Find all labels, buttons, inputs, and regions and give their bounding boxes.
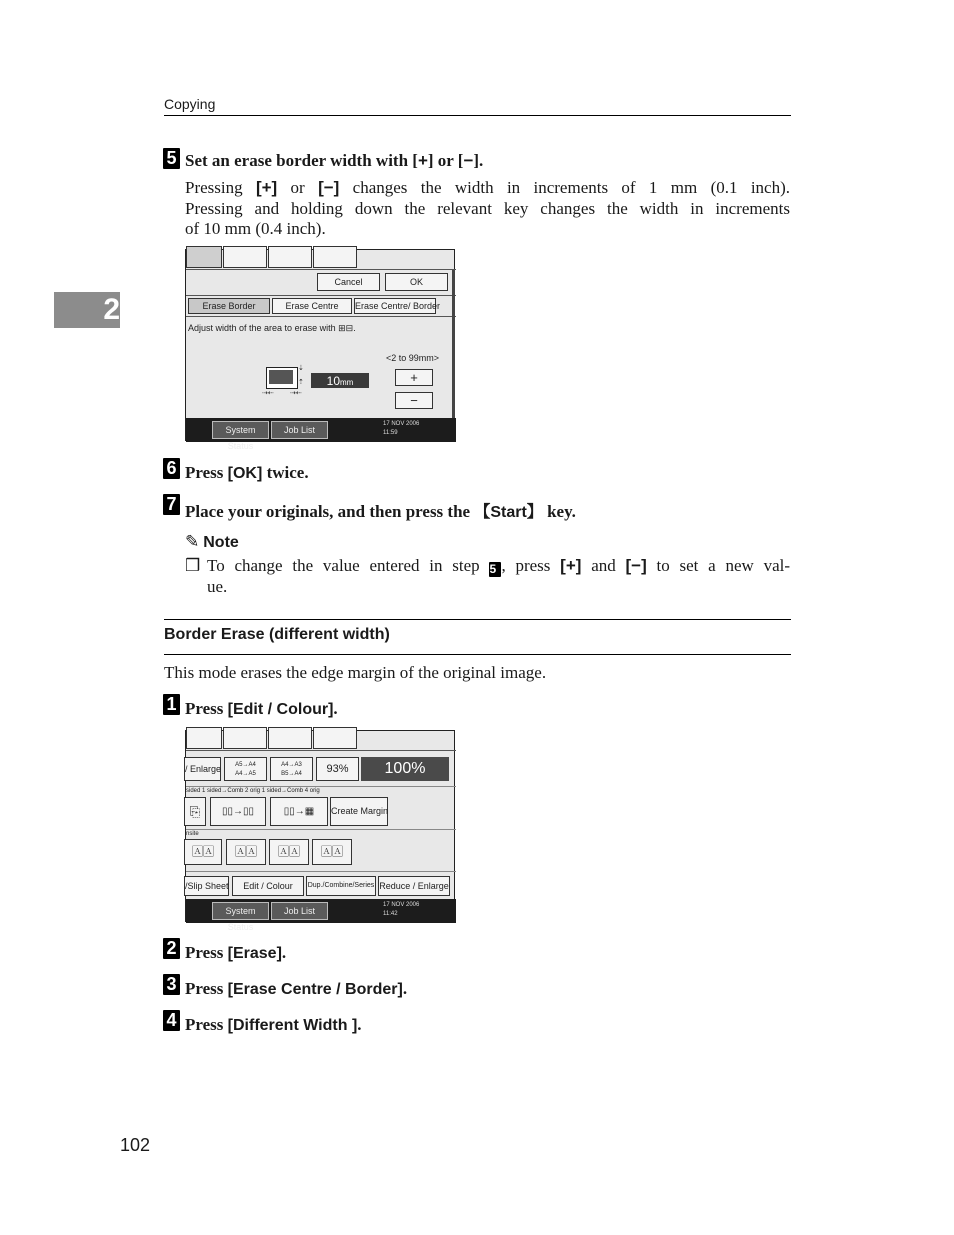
tab-erase-centre-border[interactable]: Erase Centre/ Border xyxy=(354,298,436,314)
divider xyxy=(186,871,456,872)
step-number-6: 6 xyxy=(163,458,180,479)
ratio-a5-a4-button[interactable]: A5→A4 A4→A5 xyxy=(224,757,267,781)
divider xyxy=(186,750,456,751)
duplex-mode-button[interactable] xyxy=(184,797,206,826)
erase-centre-border-key-label: [Erase Centre / Border] xyxy=(227,981,403,998)
arrow-left-icon: ⇢⇠ xyxy=(290,390,302,397)
ratio-100-display[interactable]: 100% xyxy=(361,757,449,781)
step-number-4: 4 xyxy=(163,1010,180,1031)
section-rule-bottom xyxy=(164,654,791,655)
divider xyxy=(186,786,456,787)
date-label: 17 NOV 2006 xyxy=(383,902,420,908)
step5-heading xyxy=(185,151,483,171)
chapter-tab xyxy=(54,292,120,328)
ratio-93-button[interactable]: 93% xyxy=(316,757,359,781)
step5-para-line1: Pressing [+] or [−] changes the width in increments of 1 mm (0.1 inch). xyxy=(185,178,791,197)
dup-combine-series-button[interactable]: Dup./Combine/Series xyxy=(306,876,376,896)
minus-key-icon: − xyxy=(463,151,474,170)
chapter-number: 2 xyxy=(103,293,120,326)
step5-para-line3: of 10 mm (0.4 inch). xyxy=(185,219,326,238)
step5-heading-post: ]. xyxy=(473,151,484,170)
ratio-a4-a3-button[interactable]: A4→A3 B5→A4 xyxy=(270,757,313,781)
section-rule-top xyxy=(164,619,791,620)
combine-4-orig-button[interactable] xyxy=(270,797,328,826)
instruction-text: Adjust width of the area to erase with ⊞⊟. xyxy=(188,323,356,333)
note-line2: ue. xyxy=(207,577,228,596)
header-rule xyxy=(164,115,791,116)
copier-main-screen xyxy=(185,730,455,932)
step3-heading: Press [Erase Centre / Border]. xyxy=(185,979,408,998)
divider xyxy=(186,295,456,296)
step5-paragraph xyxy=(185,178,790,240)
status-bar xyxy=(186,418,456,451)
job-list-button[interactable]: Job List xyxy=(271,421,328,439)
step1-heading: Press [Edit / Colour]. xyxy=(185,699,338,718)
minus-key-icon: [−] xyxy=(625,556,647,575)
top-tab-stub xyxy=(268,727,312,749)
note-header xyxy=(185,532,239,552)
erase-width-screen xyxy=(185,249,455,451)
top-tab-stub xyxy=(223,246,267,268)
status-bar xyxy=(186,899,456,932)
step5-heading-mid: ] or [ xyxy=(427,151,464,170)
width-value-display: 10mm xyxy=(311,373,369,388)
cancel-button[interactable]: Cancel xyxy=(317,273,380,291)
step7-heading: Place your originals, and then press the 【Start】 key. xyxy=(185,502,576,521)
edit-colour-button[interactable]: Edit / Colour xyxy=(232,876,304,896)
start-key-label: 【Start】 xyxy=(474,504,543,521)
combine-2-icon: ▯▯→▯▯ xyxy=(221,806,254,817)
border-diagram xyxy=(266,367,298,389)
different-width-key-label: [Different Width ] xyxy=(227,1017,358,1034)
plus-key-icon: [+] xyxy=(255,178,278,197)
note-line1: To change the value entered in step 5 , press [+] and [−] to set a new val- xyxy=(207,556,791,576)
orientation-button-3[interactable] xyxy=(269,839,309,865)
divider xyxy=(186,269,456,270)
section-intro: This mode erases the edge margin of the original image. xyxy=(164,663,547,682)
divider xyxy=(186,829,456,830)
arrow-up-icon: ⇡ xyxy=(298,379,304,386)
step-number-3: 3 xyxy=(163,974,180,995)
ok-button[interactable]: OK xyxy=(385,273,448,291)
note-bullet: ❒ xyxy=(185,556,201,575)
orientation-icon: 🄰🄰 xyxy=(278,846,300,858)
diagram-page-area xyxy=(269,370,293,384)
slip-sheet-button[interactable]: /Slip Sheet xyxy=(184,876,229,896)
plus-minus-icon: ⊞⊟. xyxy=(338,323,356,333)
job-list-button[interactable]: Job List xyxy=(271,902,328,920)
arrow-right-icon: ⇢⇠ xyxy=(262,390,274,397)
step-ref-icon: 5 xyxy=(489,562,501,577)
step2-heading: Press [Erase]. xyxy=(185,943,287,962)
arrow-down-icon: ⇣ xyxy=(298,365,304,372)
orientation-row-label: nsite xyxy=(186,831,199,837)
tab-erase-border[interactable]: Erase Border xyxy=(188,298,270,314)
plus-key-icon: [+] xyxy=(560,556,582,575)
page-flip-icon: ⎘ xyxy=(189,804,201,819)
step-number-5: 5 xyxy=(163,148,180,169)
page-number: 102 xyxy=(120,1135,151,1155)
orientation-icon: 🄰🄰 xyxy=(192,846,214,858)
combine-2-orig-button[interactable] xyxy=(210,797,266,826)
top-tab-stub xyxy=(313,727,357,749)
plus-key-icon: + xyxy=(417,151,428,170)
plus-button[interactable]: + xyxy=(395,369,433,386)
duplex-row-label: sided 1 sided→Comb 2 orig 1 sided→Comb 4 orig xyxy=(186,788,320,794)
note-title: Note xyxy=(203,534,239,551)
reduce-enlarge-button[interactable]: / Enlarge xyxy=(184,757,221,781)
step4-heading: Press [Different Width ]. xyxy=(185,1015,362,1034)
pencil-icon: ✎ xyxy=(185,532,200,551)
time-label: 11:42 xyxy=(383,911,398,917)
combine-4-icon: ▯▯→▦ xyxy=(283,806,315,817)
time-label: 11:59 xyxy=(383,430,398,436)
ok-key-label: [OK] xyxy=(227,465,263,482)
section-title: Border Erase (different width) xyxy=(164,626,390,643)
running-header: Copying xyxy=(164,96,216,112)
create-margin-button[interactable]: Create Margin xyxy=(330,797,388,826)
step5-para-line2: Pressing and holding down the relevant key changes the width in increments xyxy=(185,198,790,218)
range-label: <2 to 99mm> xyxy=(386,353,440,363)
date-label: 17 NOV 2006 xyxy=(383,421,420,427)
orientation-button-4[interactable] xyxy=(312,839,352,865)
erase-key-label: [Erase] xyxy=(227,945,282,962)
minus-key-icon: [−] xyxy=(318,178,340,197)
top-tab-stub xyxy=(268,246,312,268)
orientation-icon: 🄰🄰 xyxy=(235,846,257,858)
top-tab-stub xyxy=(223,727,267,749)
step-number-1: 1 xyxy=(163,694,180,715)
step6-heading: Press [OK] twice. xyxy=(185,463,309,482)
step5-heading-pre: Set an erase border width with [ xyxy=(185,151,418,170)
top-tab-stub xyxy=(313,246,357,268)
scrollbar xyxy=(452,270,455,418)
top-tab-stub xyxy=(186,727,222,749)
divider xyxy=(186,316,456,317)
system-status-button[interactable]: System Status xyxy=(212,902,269,920)
step-number-7: 7 xyxy=(163,494,180,515)
system-status-button[interactable]: System Status xyxy=(212,421,269,439)
minus-button[interactable]: − xyxy=(395,392,433,409)
note-text xyxy=(207,556,790,598)
tab-erase-centre[interactable]: Erase Centre xyxy=(272,298,352,314)
step-number-2: 2 xyxy=(163,938,180,959)
edit-colour-key-label: [Edit / Colour] xyxy=(227,701,334,718)
reduce-enlarge-tab-button[interactable]: Reduce / Enlarge xyxy=(378,876,450,896)
orientation-button-2[interactable] xyxy=(226,839,266,865)
orientation-button-1[interactable] xyxy=(184,839,222,865)
top-tab-stub xyxy=(186,246,222,268)
orientation-icon: 🄰🄰 xyxy=(321,846,343,858)
